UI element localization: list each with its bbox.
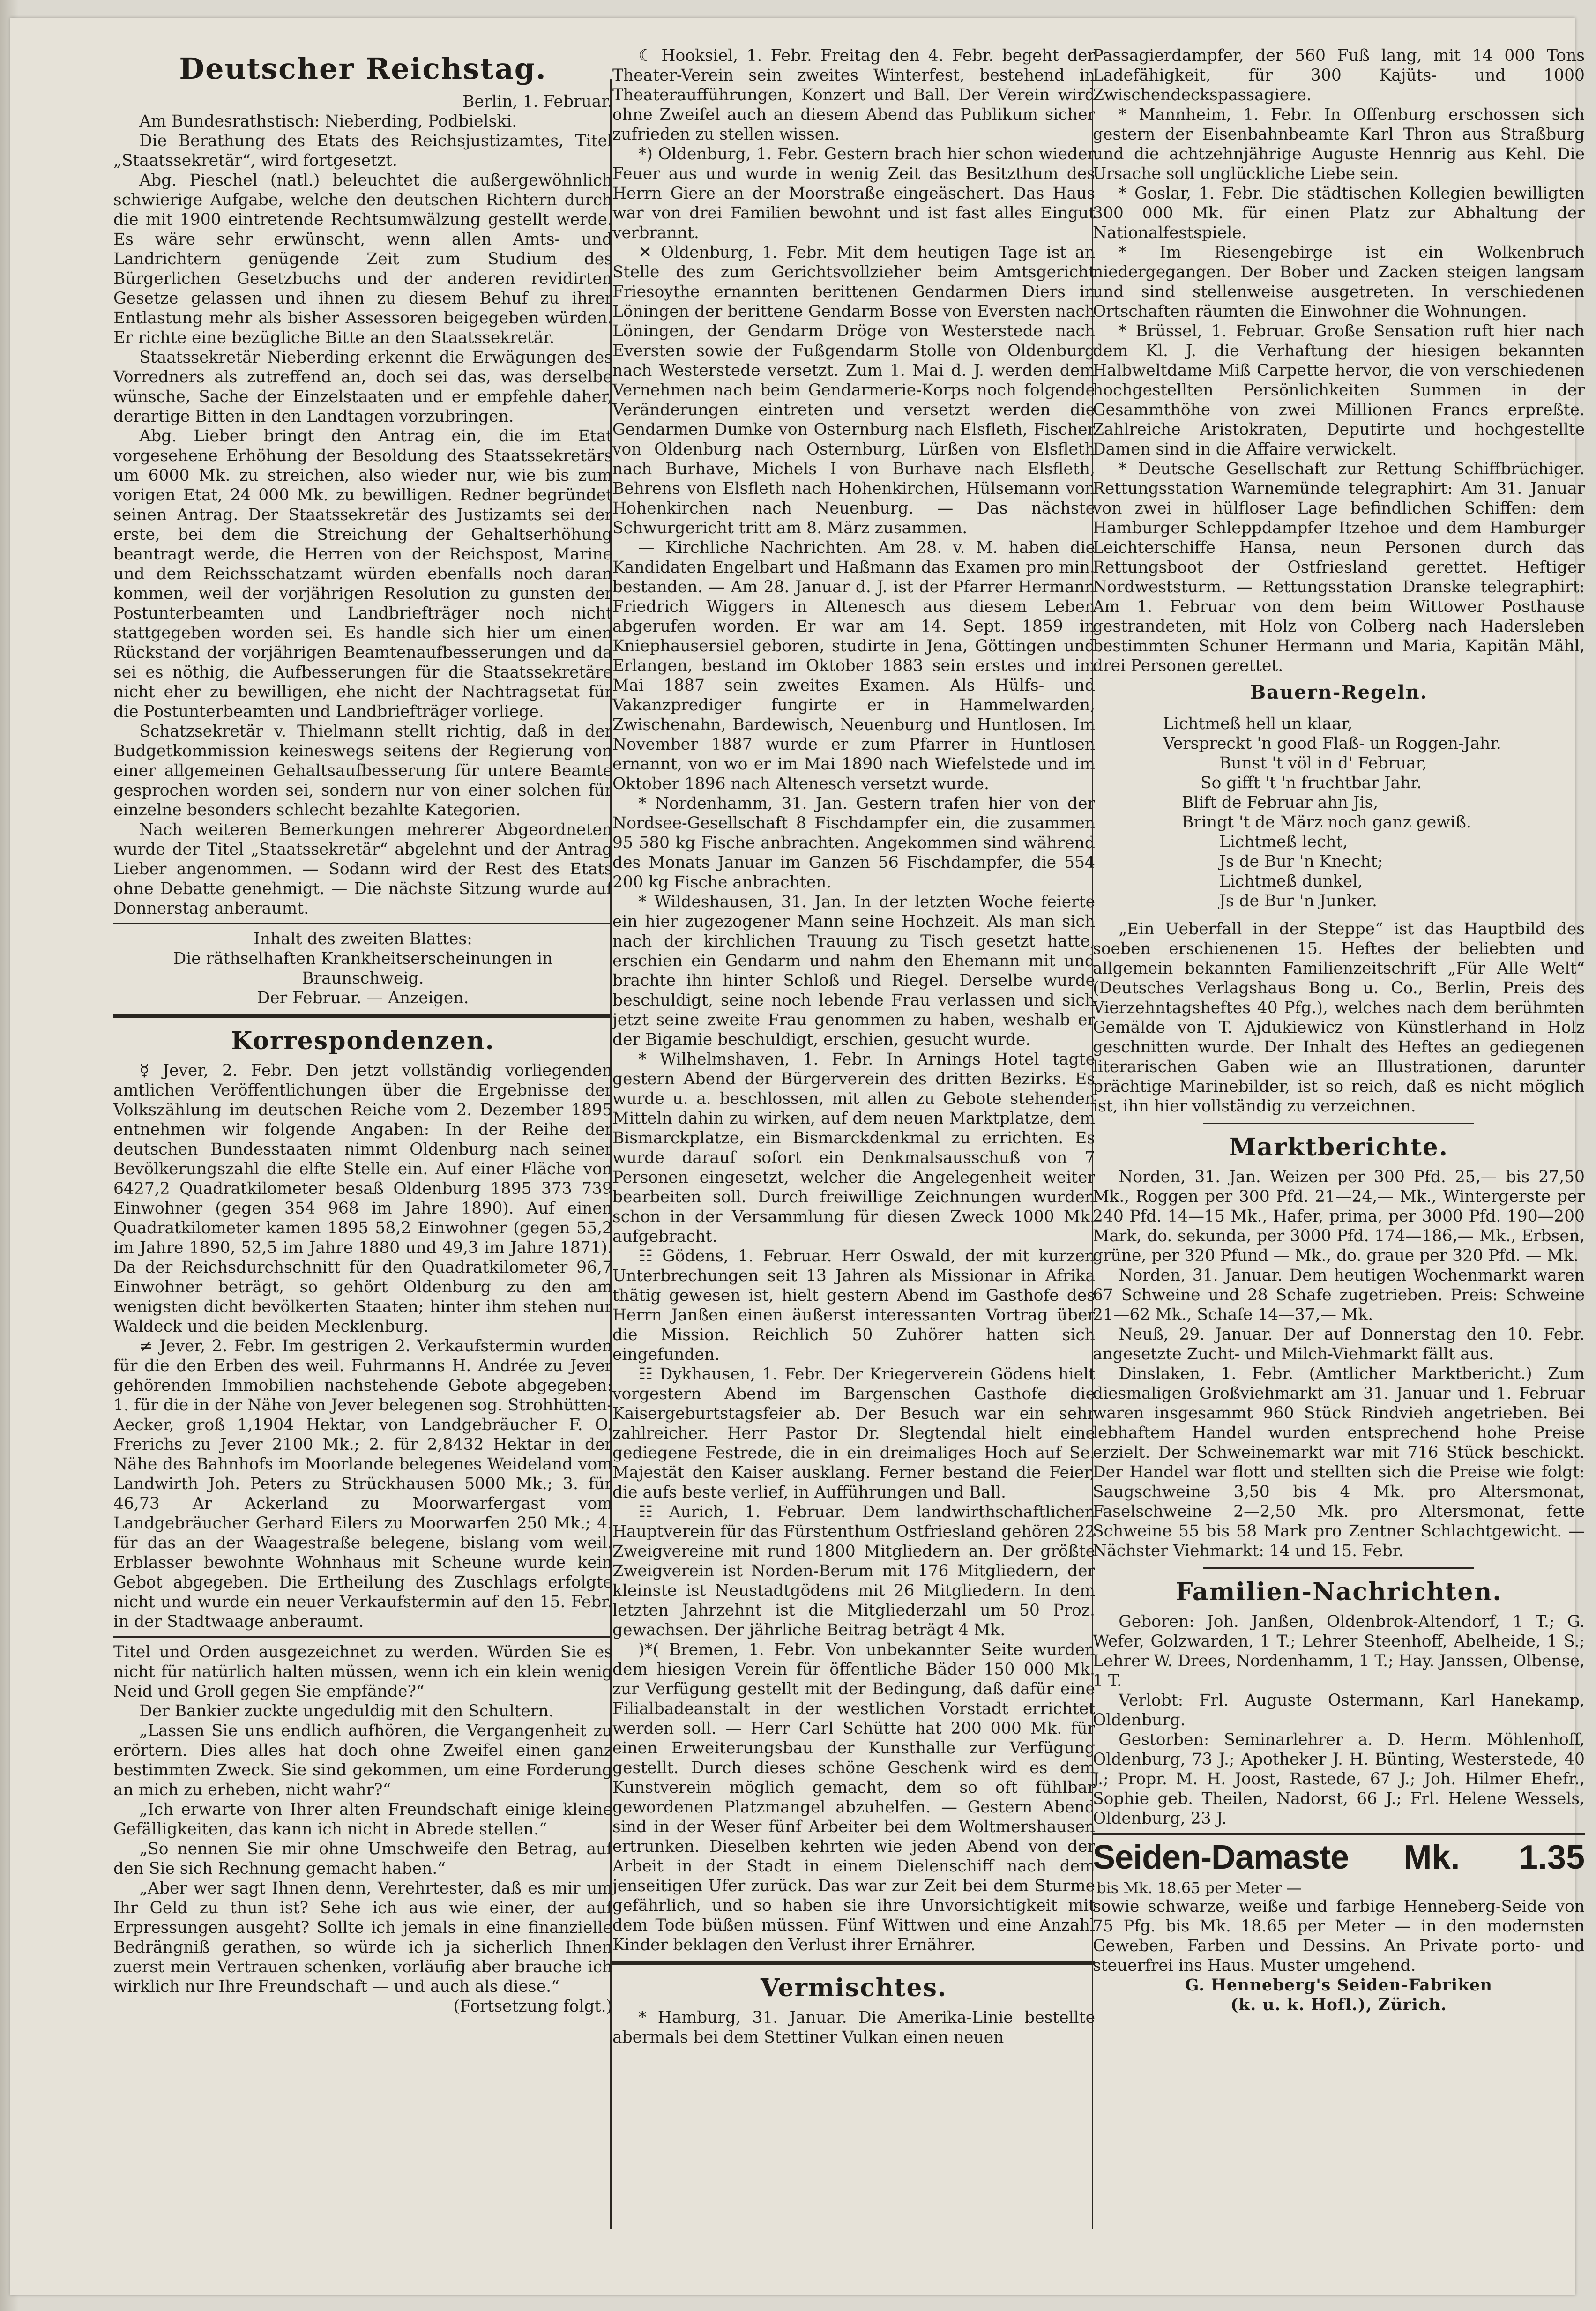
novel-paragraph: „Lassen Sie uns endlich aufhören, die Vergangenheit zu erörtern. Dies alles hat doch ohne Zweifel einen ganz bestimmten Zweck. Sie sind gekommen, um eine Forderung an mich zu erheben, nicht wahr?“ [113, 1722, 612, 1799]
divider [113, 1636, 612, 1638]
ad-firm: G. Henneberg's Seiden-Fabriken [1185, 1976, 1493, 1995]
novel-paragraph: „Aber wer sagt Ihnen denn, Verehrtester, daß es mir um Ihr Geld zu thun ist? Sehe ich aus wie einer, der auf Erpressungen ausgeht? Sollte ich jemals in eine finanzielle Bedrängniß gerathen, so würde ich ja sicherlich Ihnen zuerst mein Vertrauen schenken, vorläufig aber brauche ich wirklich nur Ihre Freundschaft — und auch als diese.“ [113, 1879, 612, 1996]
contents-line: Der Februar. — Anzeigen. [257, 989, 469, 1007]
korrespondenzen-heading: Korrespondenzen. [231, 1027, 495, 1055]
divider-thick [612, 1961, 1095, 1965]
familien-heading: Familien-Nachrichten. [1175, 1578, 1502, 1606]
poem-line: Bunst 't völ in d' Februar, [1219, 754, 1427, 773]
news-paragraph: * Goslar, 1. Febr. Die städtischen Kollegien bewilligten 300 000 Mk. für einen Platz zur Abhaltung der Nationalfestspiele. [1093, 184, 1585, 242]
divider [113, 923, 612, 924]
contents-heading: Inhalt des zweiten Blattes: [254, 930, 472, 948]
news-paragraph: * Hamburg, 31. Januar. Die Amerika-Linie bestellte abermals bei dem Stettiner Vulkan einen neuen [612, 2008, 1095, 2047]
korrespondenz-paragraph: ≠ Jever, 2. Febr. Im gestrigen 2. Verkaufstermin wurden für die den Erben des weil. Fuhrmanns H. Andrée zu Jever gehörenden Immobilien nachstehende Gebote abgegeben: 1. für die in der Nähe von Jever belegenen sog. Strohhütten-Aecker, groß 1,1904 Hektar, von Landgebräucher F. O. Frerichs zu Jever 2100 Mk.; 2. für 2,8432 Hektar in der Nähe des Bahnhofs im Moorlande belegenes Weideland vom Landwirth Joh. Peters zu Strückhausen 5000 Mk.; 3. für 46,73 Ar Ackerland zu Moorwarfergast vom Landgebräucher Gerhard Eilers zu Moorwarfen 250 Mk.; 4. für das an der Waagestraße belegene, bislang vom weil. Erblasser bewohnte Wohnhaus mit Scheune wurde kein Gebot abgegeben. Die Ertheilung des Zuschlags erfolgte nicht und wurde ein neuer Verkaufstermin auf den 15. Febr. in der Stadtwaage anberaumt. [113, 1337, 612, 1631]
poem-line: Js de Bur 'n Knecht; [1219, 852, 1383, 871]
news-paragraph: * Brüssel, 1. Februar. Große Sensation ruft hier nach dem Kl. J. die Verhaftung der hiesigen bekannten Halbweltdame Miß Carpette hervor, die von verschiedenen hochgestellten Persönlichkeiten Summen in der Gesammthöhe von zwei Millionen Francs erpreßte. Zahlreiche Aristokraten, Deputirte und hochgestellte Damen sind in die Affaire verwickelt. [1093, 322, 1585, 459]
reichstag-paragraph: Abg. Pieschel (natl.) beleuchtet die außergewöhnlich schwierige Aufgabe, welche den deutschen Richtern durch die mit 1900 eintretende Rechtsumwälzung gestellt werde. Es wäre sehr erwünscht, wenn allen Amts- und Landrichtern genügende Zeit zum Studium des Bürgerlichen Gesetzbuchs und der anderen revidirten Gesetze gelassen und ihnen zu diesem Behuf zu ihrer Entlastung mehr als bisher Assessoren beigegeben würden. Er richte eine bezügliche Bitte an den Staatssekretär. [113, 171, 612, 347]
reichstag-paragraph: Abg. Lieber bringt den Antrag ein, die im Etat vorgesehene Erhöhung der Besoldung des Staatssekretärs um 6000 Mk. zu streichen, also wieder nur, wie bis zum vorigen Etat, 24 000 Mk. zu bewilligen. Redner begründet seinen Antrag. Der Staatssekretär des Justizamts sei der erste, bei dem die Streichung der Gehaltserhöhung beantragt werde, die Herren von der Reichspost, Marine und dem Reichsschatzamt würden ebenfalls noch daran kommen, weil der vorjährigen Resolution zu gunsten der Postunterbeamten und Landbriefträger noch nicht stattgegeben worden sei. Es handle sich hier um einen Rückstand der vorjährigen Beamtenaufbesserungen und da sei es nöthig, die Aufbesserungen für die Staatssekretäre nicht eher zu bewilligen, ehe nicht der Nachtragsetat für die Postunterbeamten und Landbriefträger vorliege. [113, 427, 612, 721]
silk-advertisement [1093, 1833, 1585, 2015]
family-paragraph: Verlobt: Frl. Auguste Ostermann, Karl Hanekamp, Oldenburg. [1093, 1691, 1585, 1730]
bauernregeln-heading: Bauern-Regeln. [1250, 681, 1428, 703]
bauernregeln-poem [1093, 714, 1585, 911]
market-paragraph: Neuß, 29. Januar. Der auf Donnerstag den 10. Febr. angesetzte Zucht- und Milch-Viehmarkt fällt aus. [1093, 1325, 1585, 1364]
ad-headline [1093, 1838, 1585, 1897]
novel-paragraph: Titel und Orden ausgezeichnet zu werden. Würden Sie es nicht für natürlich halten müssen, wenn ich ein klein wenig Neid und Groll gegen Sie empfände?“ [113, 1643, 612, 1701]
news-paragraph: ☷ Dykhausen, 1. Febr. Der Kriegerverein Gödens hielt vorgestern Abend im Bargenschen Gasthofe die Kaisergeburtstagsfeier ab. Der Besuch war ein sehr zahlreicher. Herr Pastor Dr. Slegtendal hielt eine gediegene Festrede, die in ein dreimaliges Hoch auf Se. Majestät den Kaiser ausklang. Ferner bestand die Feier, die aufs beste verlief, in Aufführungen und Ball. [612, 1365, 1095, 1502]
divider-thick [113, 1014, 612, 1018]
ad-firm-location: (k. u. k. Hofl.), Zürich. [1231, 1996, 1447, 2014]
reichstag-paragraph: Die Berathung des Etats des Reichsjustizamtes, Titel „Staatssekretär“, wird fortgesetzt. [113, 132, 612, 170]
contents-line: Die räthselhaften Krankheitserscheinungen in Braunschweig. [173, 949, 553, 988]
reichstag-paragraph: Staatssekretär Nieberding erkennt die Erwägungen des Vorredners als zutreffend an, doch sei das, was derselbe wünsche, Sache der Einzelstaaten und er empfehle daher, derartige Bitten in den Landtagen vorzubringen. [113, 348, 612, 426]
novel-paragraph: „Ich erwarte von Ihrer alten Freundschaft einige kleine Gefälligkeiten, das kann ich nicht in Abrede stellen.“ [113, 1800, 612, 1839]
poem-line: Js de Bur 'n Junker. [1219, 892, 1377, 910]
reichstag-paragraph: Schatzsekretär v. Thielmann stellt richtig, daß in der Budgetkommission keineswegs seitens der Regierung von einer allgemeinen Gehaltsaufbesserung für untere Beamte gesprochen worden sei, sondern nur von einer solchen für einzelne besonders schlecht bezahlte Kategorien. [113, 722, 612, 820]
family-paragraph: Gestorben: Seminarlehrer a. D. Herm. Möhlenhoff, Oldenburg, 73 J.; Apotheker J. H. Bünting, Westerstede, 40 J.; Propr. M. H. Joost, Rastede, 67 J.; Joh. Hilmer Ehefr., Sophie geb. Theilen, Nadorst, 66 J.; Frl. Helene Wessels, Oldenburg, 23 J. [1093, 1730, 1585, 1828]
news-paragraph: — Kirchliche Nachrichten. Am 28. v. M. haben die Kandidaten Engelbart und Haßmann das Examen pro min. bestanden. — Am 28. Januar d. J. ist der Pfarrer Hermann Friedrich Wiggers in Altenesch aus diesem Leben abgerufen worden. Er war am 14. Sept. 1859 in Kniephausersiel geboren, studirte in Jena, Göttingen und Erlangen, bestand im Oktober 1883 sein erstes und im Mai 1887 sein zweites Examen. Als Hülfs- und Vakanzprediger fungirte er in Hammelwarden, Zwischenahn, Bardewisch, Neuenburg und Huntlosen. Im November 1887 wurde er zum Pfarrer in Huntlosen ernannt, von wo er im Mai 1890 nach Wiefelstede und im Oktober 1896 nach Altenesch versetzt wurde. [612, 538, 1095, 793]
family-paragraph: Geboren: Joh. Janßen, Oldenbrok-Altendorf, 1 T.; G. Wefer, Golzwarden, 1 T.; Lehrer Steenhoff, Abelheide, 1 S.; Lehrer W. Drees, Nordenhamm, 1 T.; Hay. Janssen, Olbense, 1 T. [1093, 1612, 1585, 1690]
news-paragraph: ☾ Hooksiel, 1. Febr. Freitag den 4. Febr. begeht der Theater-Verein sein zweites Winterfest, bestehend in Theateraufführungen, Konzert und Ball. Der Verein wird ohne Zweifel auch an diesem Abend das Publikum sicher zufrieden zu stellen wissen. [612, 46, 1095, 144]
market-paragraph: Norden, 31. Januar. Dem heutigen Wochenmarkt waren 67 Schweine und 28 Schafe zugetrieben. Preis: Schweine 21—62 Mk., Schafe 14—37,— Mk. [1093, 1266, 1585, 1324]
korrespondenz-paragraph: ☿ Jever, 2. Febr. Den jetzt vollständig vorliegenden amtlichen Veröffentlichungen über die Ergebnisse der Volkszählung im deutschen Reiche vom 2. Dezember 1895 entnehmen wir folgende Angaben: In der Reihe der deutschen Bundesstaaten nimmt Oldenburg nach seiner Bevölkerungszahl die elfte Stelle ein. Auf einer Fläche von 6427,2 Quadratkilometer besaß Oldenburg 1895 373 739 Einwohner (gegen 354 968 im Jahre 1890). Auf einen Quadratkilometer kamen 1895 58,2 Einwohner (gegen 55,2 im Jahre 1890, 52,5 im Jahre 1880 und 49,3 im Jahre 1871). Da der Reichsdurchschnitt für den Quadratkilometer 96,7 Einwohner beträgt, so gehört Oldenburg zu den am wenigsten dicht bevölkerten Staaten; hinter ihm stehen nur Waldeck und die beiden Mecklenburg. [113, 1061, 612, 1336]
ad-text: sowie schwarze, weiße und farbige Henneberg-Seide von 75 Pfg. bis Mk. 18.65 per Meter — in den modernsten Geweben, Farben und Dessins. An Private porto- und steuerfrei ins Haus. Muster umgehend. [1093, 1897, 1585, 1975]
poem-line: Lichtmeß hell un klaar, [1163, 715, 1353, 733]
poem-line: Lichtmeß dunkel, [1219, 872, 1363, 891]
newspaper-page [10, 18, 1585, 2295]
news-paragraph: * Wildeshausen, 31. Jan. In der letzten Woche feierte ein hier zugezogener Mann seine Hochzeit. Als man sich nach der kirchlichen Trauung zu Tisch gesetzt hatte, erschien ein Gendarm und nahm den Ehemann mit und brachte ihn hinter Schloß und Riegel. Derselbe wurde beschuldigt, seine noch lebende Frau verlassen und sich jetzt seine zweite Frau genommen zu haben, weshalb er der Bigamie beschuldigt, erschien, gesucht wurde. [612, 893, 1095, 1049]
novel-paragraph: Der Bankier zuckte ungeduldig mit den Schultern. [139, 1702, 554, 1721]
column-3 [1093, 46, 1585, 2239]
column-2 [612, 46, 1095, 2239]
news-paragraph: * Wilhelmshaven, 1. Febr. In Arnings Hotel tagte gestern Abend der Bürgerverein des dritten Bezirks. Es wurde u. a. beschlossen, mit allen zu Gebote stehenden Mitteln dahin zu wirken, auf dem neuen Marktplatze, dem Bismarckplatze, ein Bismarckdenkmal zu errichten. Es wurde darauf sofort ein Denkmalsausschuß von 7 Personen eingesetzt, welcher die Angelegenheit weiter bearbeiten soll. Durch freiwillige Zeichnungen wurden schon in der Versammlung für diesen Zweck 1000 Mk. aufgebracht. [612, 1050, 1095, 1246]
reichstag-paragraph: Am Bundesrathstisch: Nieberding, Podbielski. [139, 112, 517, 131]
market-paragraph: Norden, 31. Jan. Weizen per 300 Pfd. 25,— bis 27,50 Mk., Roggen per 300 Pfd. 21—24,— Mk., Wintergerste per 240 Pfd. 14—15 Mk., Hafer, prima, per 3000 Pfd. 190—200 Mark, do. sekunda, per 3000 Pfd. 174—186,— Mk., Erbsen, grüne, per 320 Pfund — Mk., do. graue per 320 Pfd. — Mk. [1093, 1168, 1585, 1265]
news-paragraph: * Im Riesengebirge ist ein Wolkenbruch niedergegangen. Der Bober und Zacken steigen langsam und sind stellenweise ausgetreten. In verschiedenen Ortschaften räumten die Einwohner die Wohnungen. [1093, 243, 1585, 321]
news-paragraph: ✕ Oldenburg, 1. Febr. Mit dem heutigen Tage ist an Stelle des zum Gerichtsvollzieher beim Amtsgericht Friesoythe ernannten berittenen Gendarmen Diers in Löningen der berittene Gendarm Bosse von Eversten nach Löningen, der Gendarm Dröge von Westerstede nach Eversten sowie der Fußgendarm Stolle von Oldenburg nach Westerstede versetzt. Zum 1. Mai d. J. werden dem Vernehmen nach beim Gendarmerie-Korps noch folgende Veränderungen eintreten und versetzt werden die Gendarmen Dumke von Osternburg nach Elsfleth, Fischer von Oldenburg nach Osternburg, Lürßen von Elsfleth nach Burhave, Michels I von Burhave nach Elsfleth, Behrens von Elsfleth nach Hohenkirchen, Hülsemann von Hohenkirchen nach Neuenburg. — Das nächste Schwurgericht tritt am 8. März zusammen. [612, 243, 1095, 537]
news-paragraph: * Deutsche Gesellschaft zur Rettung Schiffbrüchiger. Rettungsstation Warnemünde telegraphirt: Am 31. Januar von zwei in hülfloser Lage befindlichen Schiffen: dem Hamburger Schleppdampfer Itzehoe und dem Hamburger Leichterschiffe Hansa, neun Personen durch das Rettungsboot der Ostfriesland gerettet. Heftiger Nordweststurm. — Rettungsstation Dranske telegraphirt: Am 1. Februar von dem beim Wittower Posthause gestrandeten, mit Holz von Colberg nach Hadersleben bestimmten Schuner Hermann und Maria, Kapitän Mähl, drei Personen gerettet. [1093, 460, 1585, 675]
novel-paragraph: „So nennen Sie mir ohne Umschweife den Betrag, auf den Sie sich Rechnung gemacht haben.“ [113, 1840, 612, 1878]
reichstag-paragraph: Nach weiteren Bemerkungen mehrerer Abgeordneten wurde der Titel „Staatssekretär“ abgelehnt und der Antrag Lieber angenommen. — Sodann wird der Rest des Etats ohne Debatte genehmigt. — Die nächste Sitzung wurde auf Donnerstag anberaumt. [113, 820, 612, 918]
poem-line: Blift de Februar ahn Jis, [1182, 793, 1379, 812]
news-paragraph: ☷ Aurich, 1. Februar. Dem landwirthschaftlichen Hauptverein für das Fürstenthum Ostfriesland gehören 22 Zweigvereine mit rund 1800 Mitgliedern an. Der größte Zweigverein ist Norden-Berum mit 176 Mitgliedern, der kleinste ist Neustadtgödens mit 26 Mitgliedern. In dem letzten Jahrzehnt ist die Mitgliederzahl um 50 Proz. gewachsen. Der jährliche Beitrag beträgt 4 Mk. [612, 1503, 1095, 1640]
reichstag-heading: Deutscher Reichstag. [179, 52, 547, 86]
divider-short [1203, 1123, 1474, 1124]
poem-line: Bringt 't de März noch ganz gewiß. [1182, 813, 1471, 832]
ad-title: Seiden-Damaste [1093, 1839, 1349, 1876]
column-1 [113, 46, 612, 2239]
poem-line: Lichtmeß lecht, [1219, 833, 1348, 851]
news-paragraph: Passagierdampfer, der 560 Fuß lang, mit 14 000 Tons Ladefähigkeit, für 300 Kajüts- und 1000 Zwischendeckspassagiere. [1093, 46, 1585, 104]
poem-line: Verspreckt 'n good Flaß- un Roggen-Jahr. [1163, 734, 1501, 753]
vermischtes-heading: Vermischtes. [760, 1974, 947, 2002]
poem-line: So gifft 't 'n fruchtbar Jahr. [1201, 774, 1422, 792]
continued-note: (Fortsetzung folgt.) [453, 1997, 612, 2016]
news-paragraph: ☷ Gödens, 1. Februar. Herr Oswald, der mit kurzen Unterbrechungen seit 13 Jahren als Missionar in Afrika thätig gewesen ist, hielt gestern Abend im Gasthofe des Herrn Janßen einen äußerst interessanten Vortrag über die Mission. Reichlich 50 Zuhörer hatten sich eingefunden. [612, 1247, 1095, 1364]
news-paragraph: *) Oldenburg, 1. Febr. Gestern brach hier schon wieder Feuer aus und wurde in wenig Zeit das Besitzthum des Herrn Giere an der Moorstraße eingeäschert. Das Haus war von drei Familien bewohnt und ist fast alles Eingut verbrannt. [612, 145, 1095, 242]
news-paragraph: )*( Bremen, 1. Febr. Von unbekannter Seite wurden dem hiesigen Verein für öffentliche Bäder 150 000 Mk. zur Verfügung gestellt mit der Bedingung, daß dafür eine Filialbadeanstalt in der westlichen Vorstadt errichtet werden soll. — Herr Carl Schütte hat 200 000 Mk. für einen Erweiterungsbau der Kunsthalle zur Verfügung gestellt. Durch dieses schöne Geschenk wird es dem Kunstverein möglich gemacht, dem so oft fühlbar gewordenen Platzmangel abzuhelfen. — Gestern Abend sind in der Weser fünf Arbeiter bei dem Woltmershausen ertrunken. Dieselben kehrten wie jeden Abend von der Arbeit in der Stadt in einem Dielenschiff nach dem jenseitigen Ufer zurück. Das war zur Zeit bei dem Sturme gefährlich, und so haben sie ihre Unvorsichtigkeit mit dem Tode büßen müssen. Fünf Wittwen und eine Anzahl Kinder beklagen den Verlust ihrer Ernährer. [612, 1640, 1095, 1954]
reichstag-dateline: Berlin, 1. Februar. [462, 92, 612, 111]
ad-price: Mk. 1.35 [1403, 1839, 1585, 1876]
marktberichte-heading: Marktberichte. [1229, 1133, 1448, 1162]
ad-price-range: bis Mk. 18.65 per Meter — [1096, 1879, 1302, 1897]
divider-short [1203, 1567, 1474, 1569]
market-paragraph: Dinslaken, 1. Febr. (Amtlicher Marktbericht.) Zum diesmaligen Großviehmarkt am 31. Januar und 1. Februar waren insgesammt 960 Stück Rindvieh angetrieben. Bei lebhaftem Handel wurden entsprechend hohe Preise erzielt. Der Schweinemarkt war mit 716 Stück beschickt. Der Handel war flott und stellten sich die Preise wie folgt: Saugschweine 3,50 bis 4 Mk. pro Altersmonat, Faselschweine 2—2,50 Mk. pro Altersmonat, fette Schweine 55 bis 58 Mark pro Zentner Schlachtgewicht. — Nächster Viehmarkt: 14 und 15. Febr. [1093, 1364, 1585, 1560]
news-paragraph: * Nordenhamm, 31. Jan. Gestern trafen hier von der Nordsee-Gesellschaft 8 Fischdampfer ein, die zusammen 95 580 kg Fische anbrachten. Angekommen sind während des Monats Januar im Ganzen 56 Fischdampfer, die 554 200 kg Fische anbrachten. [612, 794, 1095, 892]
news-paragraph: * Mannheim, 1. Febr. In Offenburg erschossen sich gestern der Eisenbahnbeamte Karl Thron aus Straßburg und die achtzehnjährige Auguste Hennrig aus Kehl. Die Ursache soll unglückliche Liebe sein. [1093, 105, 1585, 183]
news-paragraph: „Ein Ueberfall in der Steppe“ ist das Hauptbild des soeben erschienenen 15. Heftes der beliebten und allgemein bekannten Familienzeitschrift „Für Alle Welt“ (Deutsches Verlagshaus Bong u. Co., Berlin, Preis des Vierzehntagsheftes 40 Pfg.), welches nach dem berühmten Gemälde von T. Ajdukiewicz von Künstlerhand in Holz geschnitten wurde. Der Inhalt des Heftes an gediegenen literarischen Gaben wie an Illustrationen, darunter prächtige Marinebilder, ist so reich, daß es nicht möglich ist, ihn hier vollständig zu verzeichnen. [1093, 920, 1585, 1116]
